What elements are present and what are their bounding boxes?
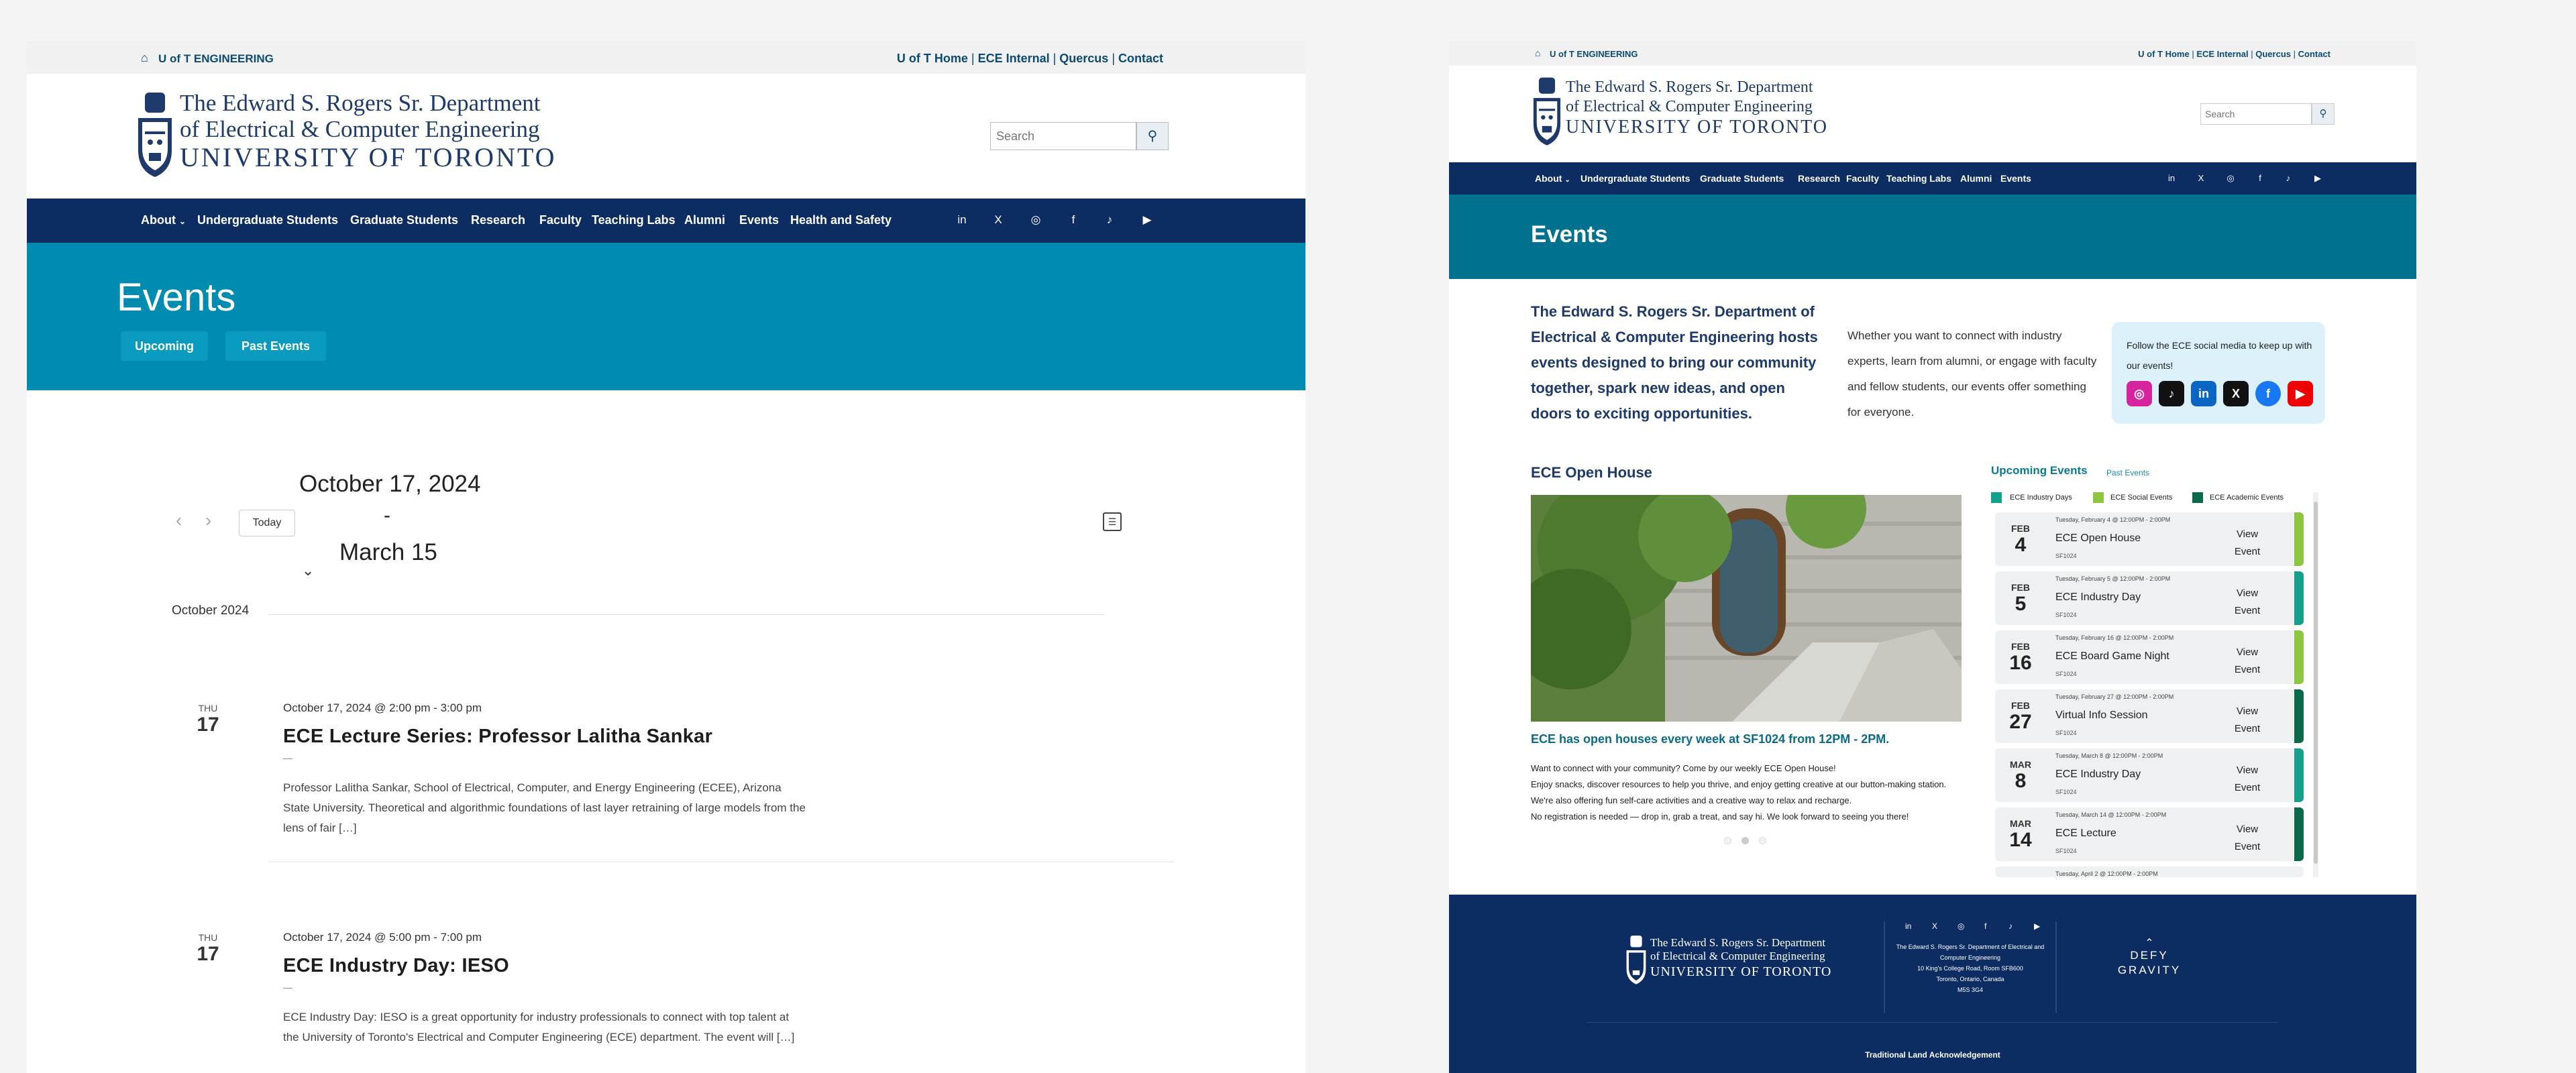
x-icon[interactable]: X <box>1932 921 1938 931</box>
legend-swatch-industry <box>1991 492 2002 503</box>
facebook-icon[interactable]: f <box>2255 381 2281 406</box>
scrollbar-thumb[interactable] <box>2314 502 2318 864</box>
department-wordmark[interactable] <box>180 90 557 173</box>
nav-about[interactable]: About ⌄ <box>1535 173 1570 184</box>
home-icon[interactable]: ⌂ <box>1535 48 1541 58</box>
nav-health-safety[interactable]: Health and Safety <box>790 213 892 227</box>
nav-teaching-labs[interactable]: Teaching Labs <box>1886 173 1951 184</box>
month-separator-label: October 2024 <box>172 604 250 618</box>
event-datetime: October 17, 2024 @ 2:00 pm - 3:00 pm <box>283 701 482 714</box>
events-hero <box>27 243 1305 390</box>
view-event-link[interactable]: View Event <box>2234 646 2261 675</box>
utility-link-uoft-home[interactable]: U of T Home <box>2138 49 2190 59</box>
nav-faculty[interactable]: Faculty <box>1846 173 1880 184</box>
social-follow-card <box>2112 322 2325 424</box>
view-event-link[interactable]: View Event <box>2234 705 2261 734</box>
nav-alumni[interactable]: Alumni <box>1960 173 1992 184</box>
view-event-link[interactable]: View Event <box>2234 824 2261 852</box>
event-card[interactable]: FEB 4 Tuesday, February 4 @ 12:00PM - 2:00PM ECE Open House SF1024 View Event <box>1995 512 2304 566</box>
event-type-bar <box>2294 630 2304 684</box>
page-title: Events <box>1531 221 1608 247</box>
utility-link-ece-internal[interactable]: ECE Internal <box>977 52 1050 65</box>
legend-label-social: ECE Social Events <box>2110 494 2173 502</box>
utility-link-contact[interactable]: Contact <box>1118 52 1163 65</box>
footer-divider <box>1884 921 1885 1013</box>
today-button[interactable]: Today <box>239 510 295 536</box>
carousel-dots <box>1724 837 1771 845</box>
date-range-start[interactable]: October 17, 2024 <box>299 471 481 497</box>
main-nav <box>27 199 1305 243</box>
event-card[interactable]: FEB 27 Tuesday, February 27 @ 12:00PM - 2:00PM Virtual Info Session SF1024 View Event <box>1995 689 2304 743</box>
event-title[interactable]: ECE Industry Day: IESO <box>283 955 509 976</box>
social-follow-text: Follow the ECE social media to keep up with our events! <box>2127 340 2312 371</box>
utility-link-ece-internal[interactable]: ECE Internal <box>2196 49 2249 59</box>
events-scrollbar[interactable] <box>2313 492 2318 877</box>
open-house-caption: ECE has open houses every week at SF1024 from 12PM - 2PM. <box>1531 732 1890 746</box>
utility-link-quercus[interactable]: Quercus <box>1059 52 1109 65</box>
chevron-up-icon: ⌃ <box>2145 938 2154 949</box>
linkedin-icon[interactable]: in <box>1905 921 1912 931</box>
x-icon[interactable]: X <box>2223 381 2249 406</box>
nav-undergraduate[interactable]: Undergraduate Students <box>1580 173 1690 184</box>
facebook-icon[interactable]: f <box>1071 213 1075 226</box>
open-house-heading: ECE Open House <box>1531 464 1652 481</box>
carousel-dot[interactable] <box>1759 837 1766 844</box>
x-icon[interactable]: X <box>994 213 1002 226</box>
youtube-icon[interactable]: ▶ <box>2288 381 2313 406</box>
event-card[interactable]: FEB 16 Tuesday, February 16 @ 12:00PM - 2:00PM ECE Board Game Night SF1024 View Event <box>1995 630 2304 684</box>
footer-divider <box>2055 921 2057 1013</box>
event-type-bar <box>2294 748 2304 802</box>
open-house-photo[interactable] <box>1531 495 1962 722</box>
nav-events[interactable]: Events <box>2000 173 2031 184</box>
carousel-dot[interactable] <box>1724 837 1731 844</box>
page-title: Events <box>117 276 236 319</box>
land-acknowledgement-link[interactable]: Traditional Land Acknowledgement <box>1865 1050 2000 1060</box>
nav-research[interactable]: Research <box>1798 173 1841 184</box>
chevron-down-icon[interactable]: ⌄ <box>302 562 315 579</box>
wordmark-line1: The Edward S. Rogers Sr. Department <box>1566 78 1813 96</box>
uoft-engineering-link[interactable]: U of T ENGINEERING <box>1550 49 1638 59</box>
carousel-dot[interactable] <box>1741 837 1749 844</box>
intro-lead: The Edward S. Rogers Sr. Department of Electrical & Computer Engineering hosts events designed to bring our community together, spark new ideas, and open doors to exciting opportunities. <box>1531 303 1818 422</box>
facebook-icon[interactable]: f <box>2259 173 2261 183</box>
tiktok-icon[interactable]: ♪ <box>2159 381 2184 406</box>
event-separator: — <box>283 982 292 993</box>
utility-bar <box>1449 42 2416 66</box>
event-item <box>27 659 1305 873</box>
nav-undergraduate[interactable]: Undergraduate Students <box>197 213 339 227</box>
tiktok-icon[interactable]: ♪ <box>2008 921 2012 931</box>
youtube-icon[interactable]: ▶ <box>2314 173 2321 183</box>
event-card[interactable]: MAR 14 Tuesday, March 14 @ 12:00PM - 2:00PM ECE Lecture SF1024 View Event <box>1995 807 2304 861</box>
home-icon[interactable]: ⌂ <box>141 51 148 64</box>
event-card-partial[interactable]: Tuesday, April 2 @ 12:00PM - 2:00PM <box>1995 866 2304 877</box>
legend-swatch-social <box>2093 492 2104 503</box>
legend-label-industry: ECE Industry Days <box>2010 494 2072 502</box>
utility-link-quercus[interactable]: Quercus <box>2255 49 2291 59</box>
instagram-icon[interactable]: ◎ <box>2226 173 2235 183</box>
youtube-icon[interactable]: ▶ <box>2034 921 2041 931</box>
site-footer <box>1449 895 2416 1073</box>
instagram-icon[interactable]: ◎ <box>1030 213 1041 226</box>
linkedin-icon[interactable]: in <box>2191 381 2216 406</box>
event-day-number: 17 <box>197 714 219 736</box>
event-divider <box>268 861 1174 862</box>
event-item <box>27 888 1305 1073</box>
event-description: Professor Lalitha Sankar, School of Electrical, Computer, and Energy Engineering (ECEE), Arizona State University. Theoretical and algorithmic foundations of last layer retraining of large models from the lens of fair […] <box>283 781 806 834</box>
event-card[interactable]: FEB 5 Tuesday, February 5 @ 12:00PM - 2:00PM ECE Industry Day SF1024 View Event <box>1995 571 2304 625</box>
chevron-down-icon: ⌄ <box>1564 176 1570 184</box>
event-type-bar <box>2294 571 2304 625</box>
date-range-end[interactable]: March 15 <box>339 539 437 565</box>
list-view-icon: ☰ <box>1108 516 1117 527</box>
month-separator-line <box>268 614 1104 615</box>
search-button[interactable] <box>2312 103 2334 125</box>
wordmark-line3: UNIVERSITY OF TORONTO <box>1566 117 1828 137</box>
youtube-icon[interactable]: ▶ <box>1142 213 1152 226</box>
nav-teaching-labs[interactable]: Teaching Labs <box>592 213 676 227</box>
event-title[interactable]: ECE Lecture Series: Professor Lalitha Sankar <box>283 726 713 747</box>
utility-link-contact[interactable]: Contact <box>2298 49 2330 59</box>
events-hero <box>1449 194 2416 279</box>
site-header <box>27 74 1305 199</box>
chevron-down-icon: ⌄ <box>179 217 186 226</box>
view-event-link[interactable]: View Event <box>2234 587 2261 616</box>
instagram-icon[interactable]: ◎ <box>2127 381 2152 406</box>
utility-links: U of T Home | ECE Internal | Quercus | Contact <box>2138 49 2330 59</box>
search-icon: ⚲ <box>1147 129 1158 144</box>
footer-rule <box>1587 1022 2278 1023</box>
open-house-paragraph-2: Enjoy snacks, discover resources to help you thrive, and enjoy getting creative at our button-making station. We're also offering fun self-care activities and a creative way to relax and recharge. <box>1531 779 1947 805</box>
search-input[interactable] <box>990 122 1136 150</box>
nav-graduate[interactable]: Graduate Students <box>1700 173 1784 184</box>
footer-wordmark[interactable]: The Edward S. Rogers Sr. Department of Electrical & Computer Engineering UNIVERSITY OF TORONTO <box>1650 936 1832 979</box>
facebook-icon[interactable]: f <box>1984 921 1987 931</box>
tab-upcoming[interactable]: Upcoming <box>121 331 208 361</box>
tab-past-events[interactable]: Past Events <box>2106 468 2150 477</box>
event-separator: — <box>283 752 292 763</box>
linkedin-icon[interactable]: in <box>957 213 967 226</box>
tiktok-icon[interactable]: ♪ <box>1106 213 1113 226</box>
tiktok-icon[interactable]: ♪ <box>2286 173 2291 183</box>
event-type-bar <box>2294 512 2304 566</box>
event-description: ECE Industry Day: IESO is a great opportunity for industry professionals to connect with top talent at the University of Toronto's Electrical and Computer Engineering (ECE) department. The event will […] <box>283 1011 795 1043</box>
legend-label-academic: ECE Academic Events <box>2210 494 2284 502</box>
wordmark-line2: of Electrical & Computer Engineering <box>1566 98 1813 115</box>
events-page-desktop <box>27 42 1305 1073</box>
uoft-crest-logo[interactable] <box>1531 76 1563 148</box>
uoft-engineering-link[interactable]: U of T ENGINEERING <box>158 52 274 65</box>
event-day-of-week: THU <box>198 932 218 943</box>
event-card[interactable]: MAR 8 Tuesday, March 8 @ 12:00PM - 2:00PM ECE Industry Day SF1024 View Event <box>1995 748 2304 802</box>
event-day-number: 17 <box>197 943 219 965</box>
instagram-icon[interactable]: ◎ <box>1957 921 1965 931</box>
next-arrow-icon[interactable]: › <box>205 510 212 530</box>
prev-arrow-icon[interactable]: ‹ <box>176 510 182 530</box>
footer-address: The Edward S. Rogers Sr. Department of Electrical and Computer Engineering 10 King's College Road, Room SFB600 Toronto, Ontario, Canada M5S 3G4 <box>1896 944 2045 993</box>
footer-social <box>1905 921 2039 935</box>
search-button[interactable] <box>1136 122 1169 150</box>
events-page-redesign <box>1449 42 2416 1073</box>
intro-body: Whether you want to connect with industry experts, learn from alumni, or engage with faculty and fellow students, our events offer something for everyone. <box>1847 329 2097 418</box>
tab-upcoming-events[interactable]: Upcoming Events <box>1991 464 2088 477</box>
wordmark-line3: UNIVERSITY OF TORONTO <box>180 142 557 172</box>
view-event-link[interactable]: View Event <box>2234 765 2261 793</box>
linkedin-icon[interactable]: in <box>2167 173 2176 183</box>
search-icon: ⚲ <box>2319 108 2327 119</box>
footer-crest-logo <box>1625 935 1648 986</box>
nav-research[interactable]: Research <box>471 213 526 227</box>
open-house-paragraph-3: No registration is needed — drop in, grab a treat, and say hi. We look forward to seeing you there! <box>1531 811 1909 822</box>
view-toggle-button[interactable] <box>1103 512 1122 531</box>
event-type-bar <box>2294 807 2304 861</box>
nav-events[interactable]: Events <box>739 213 780 227</box>
event-day-of-week: THU <box>198 703 218 714</box>
date-range-dash: - <box>384 504 390 526</box>
wordmark-line2: of Electrical & Computer Engineering <box>180 116 540 142</box>
nav-alumni[interactable]: Alumni <box>684 213 725 227</box>
utility-bar <box>27 42 1305 74</box>
wordmark-line1: The Edward S. Rogers Sr. Department <box>180 90 541 116</box>
uoft-crest-logo[interactable] <box>136 91 174 180</box>
open-house-paragraph-1: Want to connect with your community? Come by our weekly ECE Open House! <box>1531 763 1836 773</box>
event-datetime: October 17, 2024 @ 5:00 pm - 7:00 pm <box>283 931 482 944</box>
view-event-link[interactable]: View Event <box>2234 528 2261 557</box>
defy-gravity-logo[interactable]: ⌃ DEFY GRAVITY <box>2109 939 2190 978</box>
x-icon[interactable]: X <box>2198 173 2204 183</box>
utility-link-uoft-home[interactable]: U of T Home <box>896 52 968 65</box>
tab-past-events[interactable]: Past Events <box>225 331 326 361</box>
event-type-bar <box>2294 689 2304 743</box>
utility-links: U of T Home | ECE Internal | Quercus | Contact <box>896 52 1163 65</box>
main-nav <box>1449 162 2416 194</box>
department-wordmark[interactable] <box>1566 78 1828 139</box>
legend-swatch-academic <box>2192 492 2203 503</box>
search-input[interactable] <box>2200 103 2312 125</box>
event-type-legend <box>1991 491 2313 504</box>
nav-about[interactable]: About ⌄ <box>141 213 186 227</box>
nav-graduate[interactable]: Graduate Students <box>350 213 459 227</box>
nav-faculty[interactable]: Faculty <box>539 213 582 227</box>
